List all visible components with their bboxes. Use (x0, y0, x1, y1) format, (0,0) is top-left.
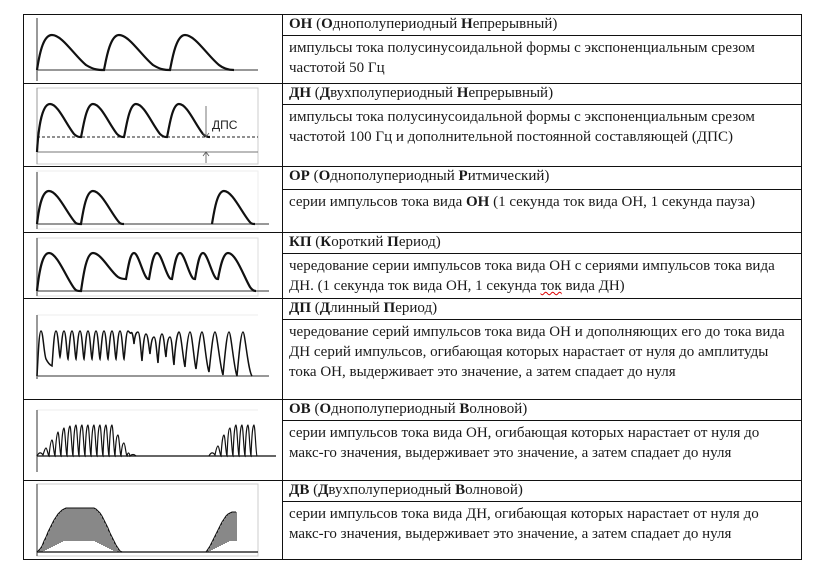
waveform-cell-ov (24, 400, 283, 480)
row-title: ДН (Двухполупериодный Непрерывный) (283, 84, 801, 105)
table-row-kp (24, 233, 801, 299)
text-cell-ov (283, 400, 801, 480)
row-title: ДП (Длинный Период) (283, 299, 801, 320)
row-title: ОВ (Однополупериодный Волновой) (283, 400, 801, 421)
waveform-kp-icon (24, 233, 283, 299)
row-description: серии импульсов тока вида ОН, огибающая которых нарастает от нуля до макс-го значения, выдерживает это значение, а затем спадает до нуля (289, 425, 760, 461)
text-cell-oh (283, 15, 801, 83)
table-row-dn (24, 84, 801, 167)
row-description: импульсы тока полусинусоидальной формы с экспоненциальным срезом частотой 50 Гц (289, 40, 755, 76)
table-row-oh (24, 15, 801, 84)
text-cell-dn (283, 84, 801, 166)
table-row-dv (24, 481, 801, 559)
text-cell-kp (283, 233, 801, 298)
table-row-ov (24, 400, 801, 481)
waveform-cell-oh (24, 15, 283, 83)
row-title: КП (Короткий Период) (283, 233, 801, 254)
dps-label: ДПС (212, 118, 238, 132)
row-title: ДВ (Двухполупериодный Волновой) (283, 481, 801, 502)
waveform-or-icon (24, 167, 283, 233)
text-cell-dv (283, 481, 801, 559)
table-row-or (24, 167, 801, 233)
waveform-cell-or (24, 167, 283, 232)
table-row-dp (24, 299, 801, 400)
row-title: ОН (Однополупериодный Непрерывный) (283, 15, 801, 36)
waveform-cell-dn (24, 84, 283, 166)
text-cell-or (283, 167, 801, 232)
dv-envelope-burst-1 (37, 508, 122, 552)
text-cell-dp (283, 299, 801, 399)
waveform-dp-icon (24, 299, 283, 400)
dv-envelope-burst-2 (206, 512, 236, 552)
row-description: чередование серий импульсов тока вида ОН и дополняющих его до тока вида ДН серий импульсов, огибающая которых нарастает от нуля до амплитуды тока ОН, выдерживает это значение, а затем спадает до нуля (289, 324, 785, 380)
row-title: ОР (Однополупериодный Ритмический) (283, 167, 801, 190)
row-description: импульсы тока полусинусоидальной формы с экспоненциальным срезом частотой 100 Гц и дополнительной постоянной составляющей (ДПС) (289, 109, 755, 145)
row-description: чередование серии импульсов тока вида ОН с сериями импульсов тока вида ДН. (1 секунда ток вида ОН, 1 секунда ток вида ДН) (289, 258, 775, 294)
waveform-ov-icon (24, 400, 283, 481)
waveform-dv-icon (24, 481, 283, 559)
spellcheck-underlined-word: ток (540, 278, 562, 294)
waveform-oh-icon (24, 15, 283, 84)
waveform-cell-dp (24, 299, 283, 399)
waveform-cell-kp (24, 233, 283, 298)
row-description: серии импульсов тока вида ДН, огибающая которых нарастает от нуля до макс-го значения, выдерживает это значение, а затем спадает до нуля (289, 506, 759, 542)
row-description: серии импульсов тока вида ОН (1 секунда ток вида ОН, 1 секунда пауза) (289, 194, 756, 210)
waveform-dn-icon (24, 84, 283, 167)
waveform-cell-dv (24, 481, 283, 559)
diadynamic-currents-table (23, 14, 802, 560)
